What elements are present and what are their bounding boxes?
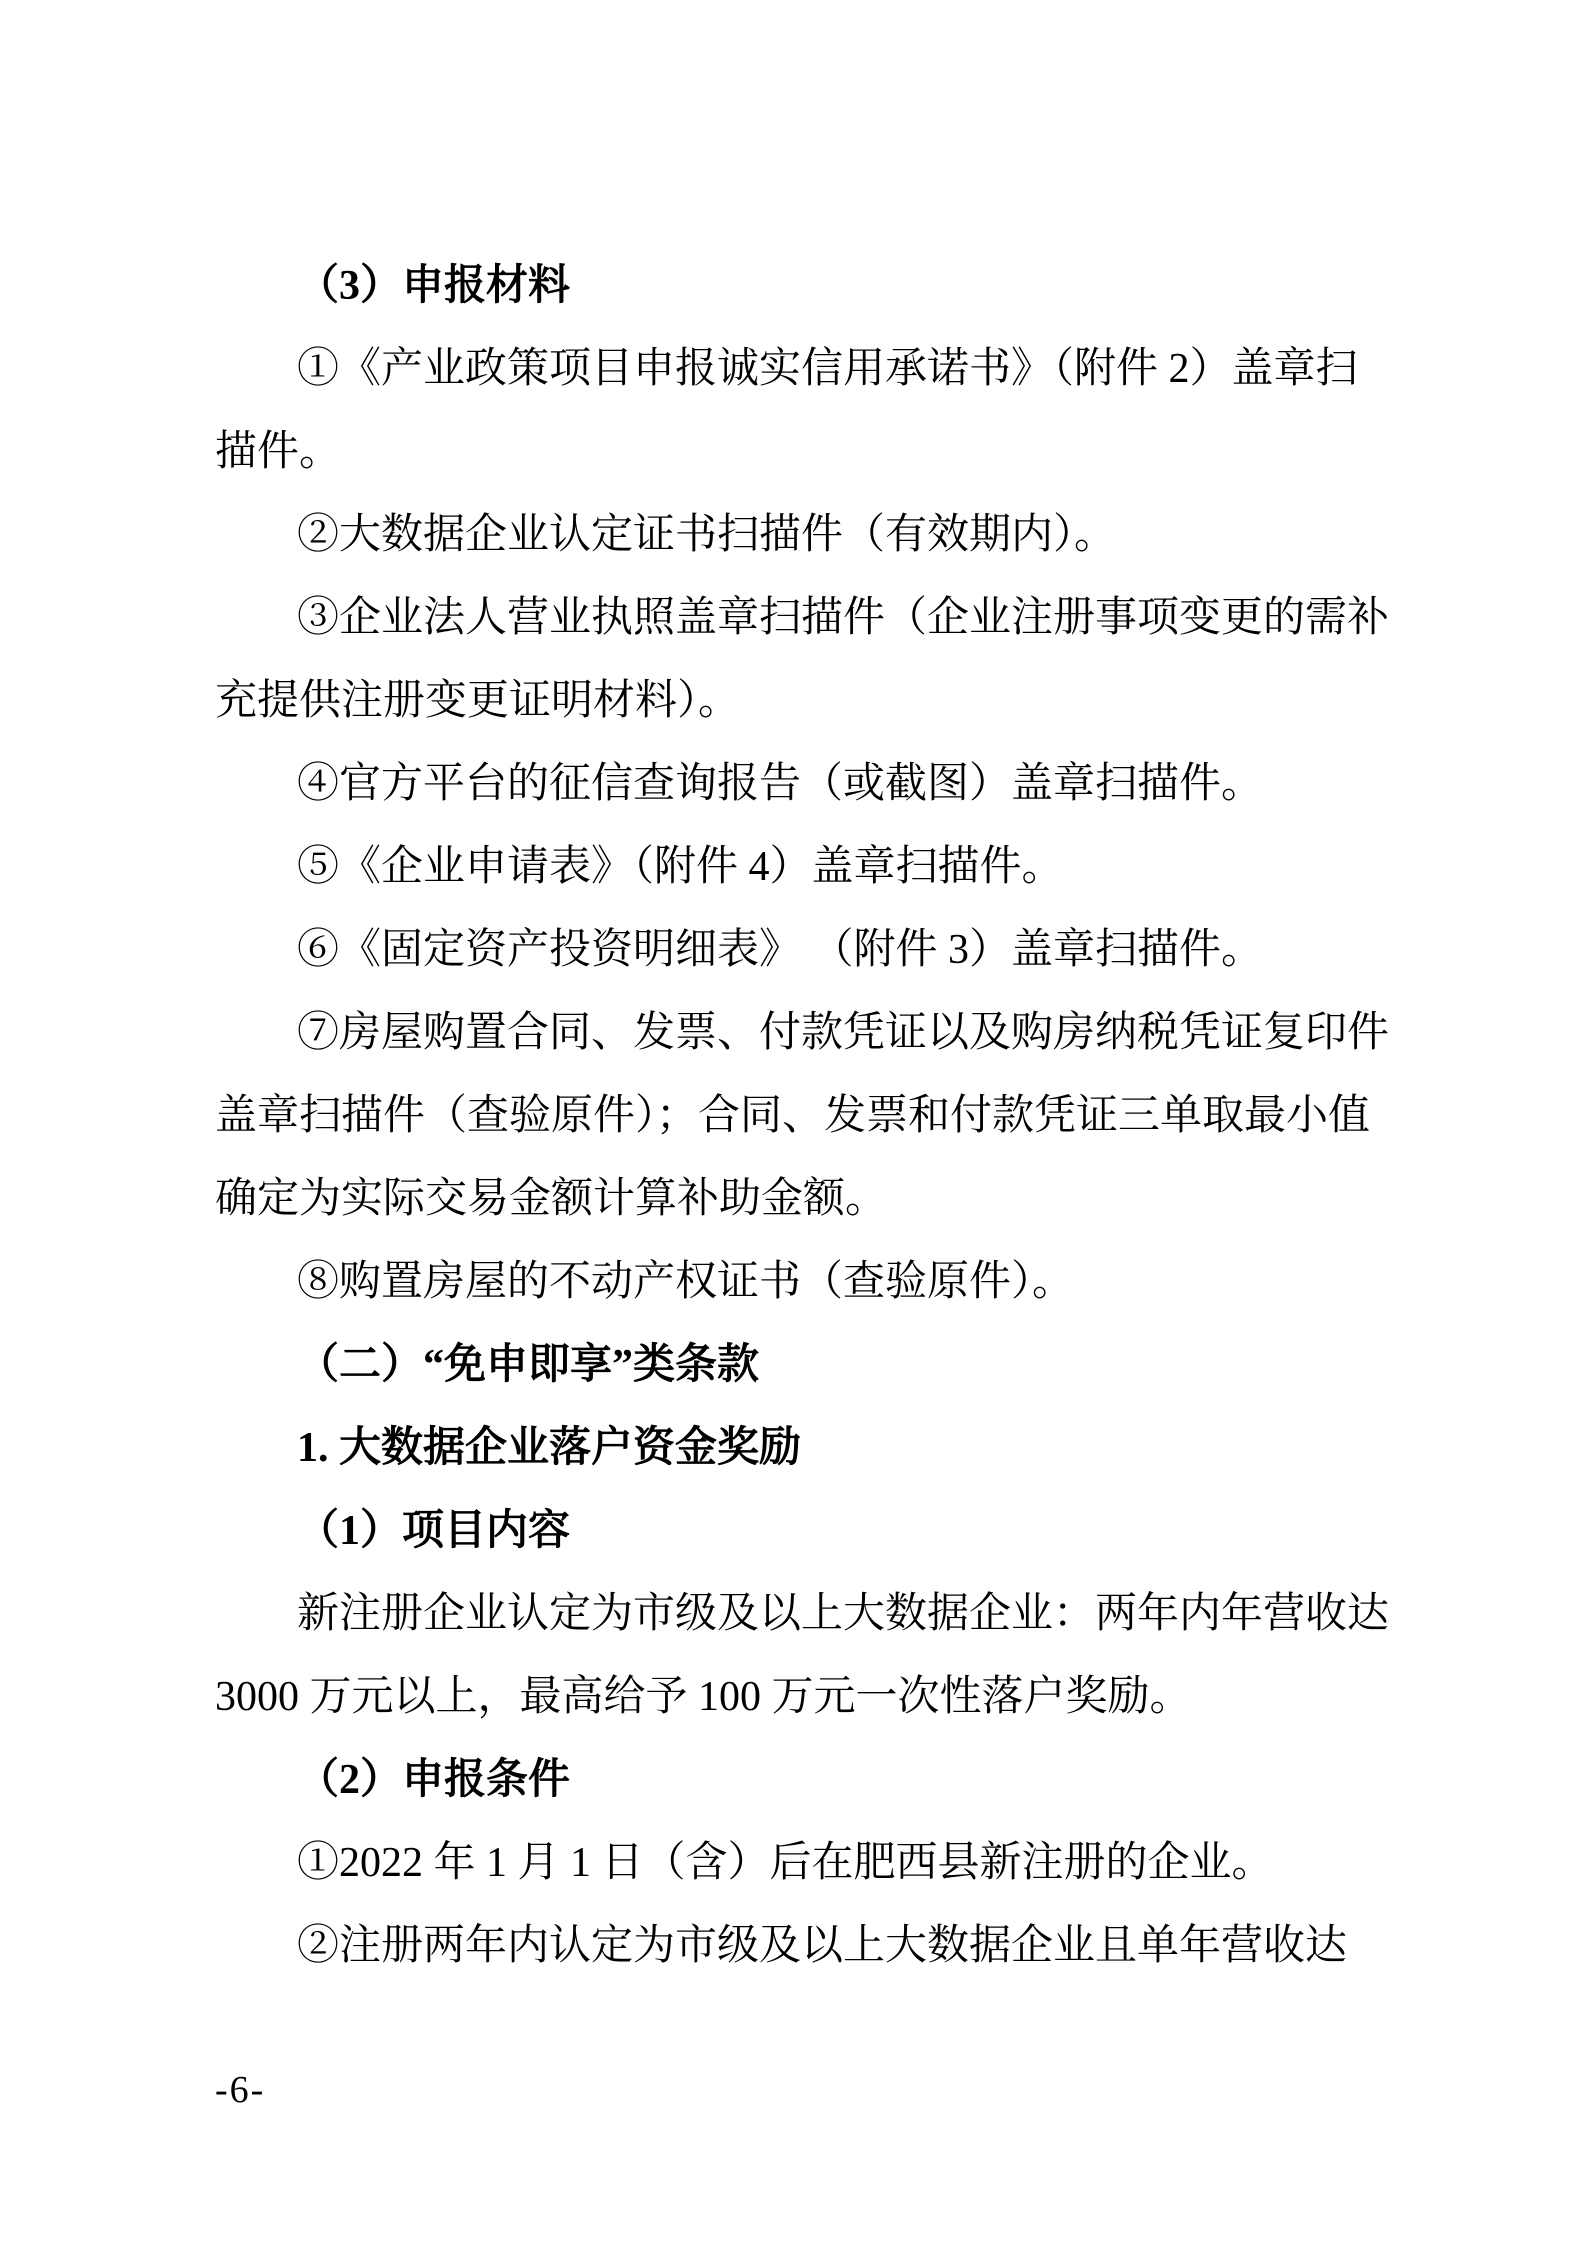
body-text-line: 描件。 <box>215 429 342 475</box>
body-text-line: ⑧购置房屋的不动产权证书（查验原件）。 <box>297 1259 1075 1305</box>
body-text-line: ①《产业政策项目申报诚实信用承诺书》（附件 2）盖章扫 <box>297 346 1358 392</box>
section-heading-line: （2）申报条件 <box>297 1757 571 1803</box>
body-text-line: 3000 万元以上，最高给予 100 万元一次性落户奖励。 <box>215 1674 1192 1720</box>
body-text-line: 盖章扫描件（查验原件）；合同、发票和付款凭证三单取最小值 <box>215 1093 1371 1139</box>
body-text-line: 确定为实际交易金额计算补助金额。 <box>215 1176 888 1222</box>
body-text-line: ⑥《固定资产投资明细表》 （附件 3）盖章扫描件。 <box>297 927 1264 973</box>
body-text-line: 新注册企业认定为市级及以上大数据企业：两年内年营收达 <box>297 1591 1390 1637</box>
page-number: -6- <box>215 2069 266 2111</box>
body-text-line: ③企业法人营业执照盖章扫描件（企业注册事项变更的需补 <box>297 595 1390 641</box>
body-text-line: ①2022 年 1 月 1 日（含）后在肥西县新注册的企业。 <box>297 1840 1274 1886</box>
body-text-line: ⑤《企业申请表》（附件 4）盖章扫描件。 <box>297 844 1064 890</box>
body-text-line: ⑦房屋购置合同、发票、付款凭证以及购房纳税凭证复印件 <box>297 1010 1390 1056</box>
body-text-line: 充提供注册变更证明材料）。 <box>215 678 741 724</box>
section-heading-line: （1）项目内容 <box>297 1508 571 1554</box>
body-text-line: ④官方平台的征信查询报告（或截图）盖章扫描件。 <box>297 761 1264 807</box>
body-text-line: ②注册两年内认定为市级及以上大数据企业且单年营收达 <box>297 1923 1348 1969</box>
section-heading-line: （3）申报材料 <box>297 263 571 309</box>
body-text-line: ②大数据企业认定证书扫描件（有效期内）。 <box>297 512 1117 558</box>
section-heading-line: 1. 大数据企业落户资金奖励 <box>297 1425 802 1471</box>
section-heading-line: （二）“免申即享”类条款 <box>297 1342 760 1388</box>
